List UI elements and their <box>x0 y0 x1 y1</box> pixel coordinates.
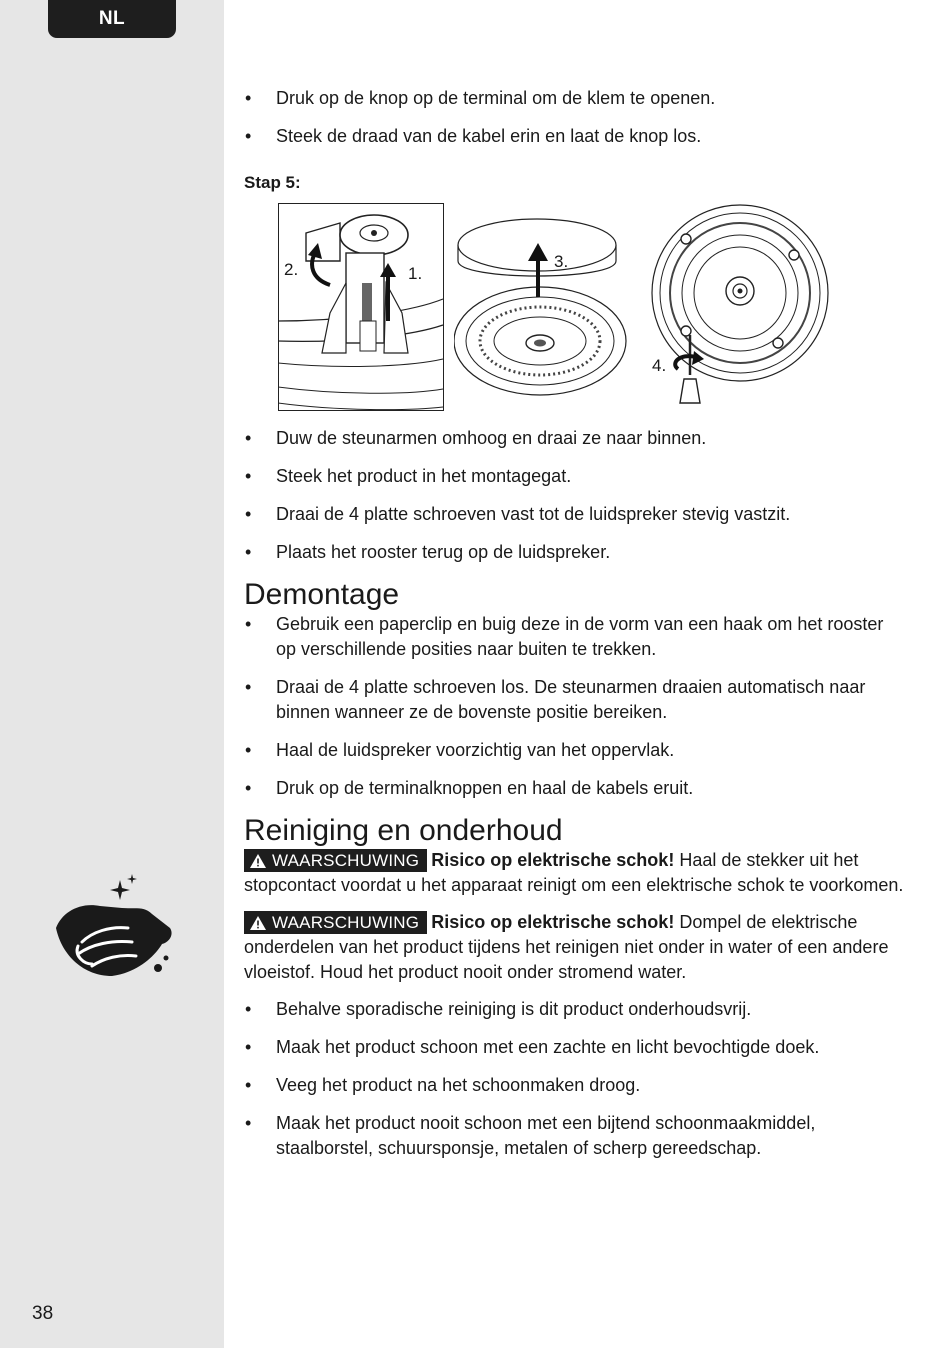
list-item: • Duw de steunarmen omhoog en draai ze naar binnen. <box>244 426 904 451</box>
page-number: 38 <box>32 1303 54 1324</box>
grille-removal-illustration <box>454 205 636 397</box>
intro-bullet-list <box>244 86 904 149</box>
step-illustrations <box>278 203 904 418</box>
content <box>244 86 904 1174</box>
list-item: • Maak het product nooit schoon met een bijtend schoonmaakmiddel, staalborstel, schuursponsje, metalen of scherp gereedschap. <box>244 1111 904 1161</box>
step-bullet-list <box>244 426 904 565</box>
warning-text: Haal de stekker uit het stopcontact voordat u het apparaat reinigt om een elektrische schok te voorkomen. <box>244 850 904 895</box>
cleaning-icon <box>48 872 178 984</box>
warning-lead: Risico op elektrische schok! <box>431 912 675 932</box>
list-item: • Haal de luidspreker voorzichtig van het oppervlak. <box>244 738 904 763</box>
warning-badge-label: WAARSCHUWING <box>272 913 420 932</box>
list-item: • Druk op de terminalknoppen en haal de kabels eruit. <box>244 776 904 801</box>
list-item: • Draai de 4 platte schroeven los. De steunarmen draaien automatisch naar binnen wanneer ze de bovenste positie bereiken. <box>244 675 904 725</box>
list-item: • Maak het product schoon met een zachte en licht bevochtigde doek. <box>244 1035 904 1060</box>
warning-text: Dompel de elektrische onderdelen van het product tijdens het reinigen niet onder in water of een andere vloeistof. Houd het product nooit onder stromend water. <box>244 912 889 982</box>
list-item: • Plaats het rooster terug op de luidspreker. <box>244 540 904 565</box>
warning-triangle-icon <box>250 916 266 930</box>
figure-label-3: 3. <box>554 252 569 271</box>
list-item: • Druk op de knop op de terminal om de klem te openen. <box>244 86 904 111</box>
warning-badge-label: WAARSCHUWING <box>272 851 420 870</box>
figure-label-2: 2. <box>284 260 299 279</box>
warning-paragraph <box>244 848 904 898</box>
list-item: • Veeg het product na het schoonmaken droog. <box>244 1073 904 1098</box>
list-item: • Steek de draad van de kabel erin en laat de knop los. <box>244 124 904 149</box>
sidebar <box>0 0 224 1348</box>
reiniging-heading: Reiniging en onderhoud <box>244 814 563 847</box>
demontage-heading: Demontage <box>244 578 400 611</box>
figure-label-4: 4. <box>652 356 667 375</box>
reiniging-bullet-list <box>244 997 904 1161</box>
warning-triangle-icon <box>250 854 266 868</box>
list-item: • Steek het product in het montagegat. <box>244 464 904 489</box>
support-arm-illustration <box>278 203 444 411</box>
warning-paragraph <box>244 910 904 985</box>
list-item: • Draai de 4 platte schroeven vast tot de luidspreker stevig vastzit. <box>244 502 904 527</box>
warning-badge <box>244 849 427 872</box>
list-item: • Behalve sporadische reiniging is dit product onderhoudsvrij. <box>244 997 904 1022</box>
step-label: Stap 5: <box>244 173 301 192</box>
screw-tightening-illustration <box>648 203 832 415</box>
figure-label-1: 1. <box>408 264 423 283</box>
warning-lead: Risico op elektrische schok! <box>431 850 675 870</box>
list-item: • Gebruik een paperclip en buig deze in de vorm van een haak om het rooster op verschillende posities naar buiten te trekken. <box>244 612 904 662</box>
warning-badge <box>244 911 427 934</box>
language-tab: NL <box>48 0 176 38</box>
demontage-bullet-list <box>244 612 904 801</box>
